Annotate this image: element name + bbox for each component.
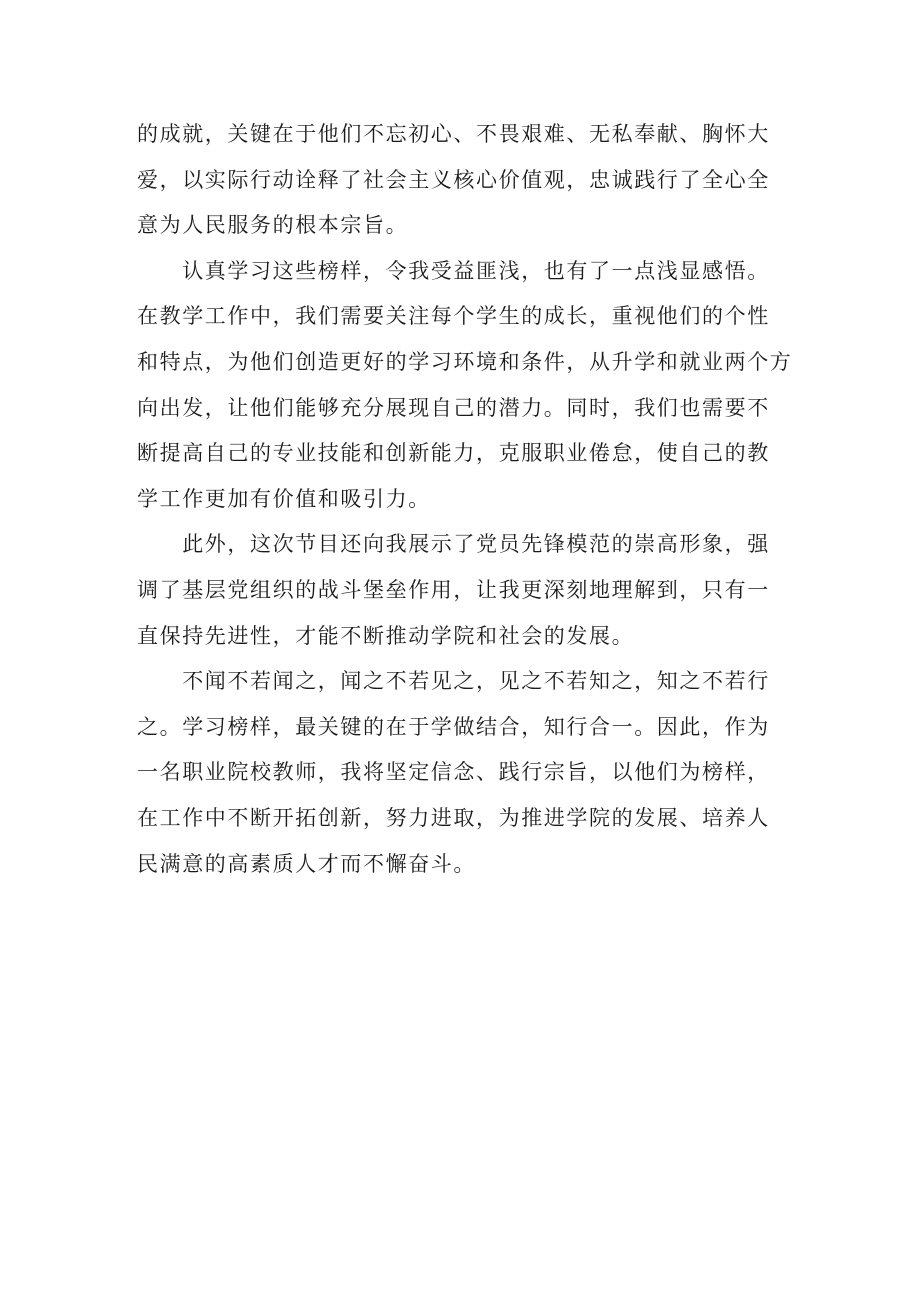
text-line: 断提高自己的专业技能和创新能力，克服职业倦怠，使自己的教 bbox=[137, 441, 770, 466]
text-line: 调了基层党组织的战斗堡垒作用，让我更深刻地理解到，只有一 bbox=[137, 577, 770, 602]
text-line: 不闻不若闻之，闻之不若见之，见之不若知之，知之不若行 bbox=[137, 669, 770, 694]
text-line: 在教学工作中，我们需要关注每个学生的成长，重视他们的个性 bbox=[137, 304, 770, 329]
text-line: 在工作中不断开拓创新，努力进取，为推进学院的发展、培养人 bbox=[137, 805, 770, 830]
text-line: 一名职业院校教师，我将坚定信念、践行宗旨，以他们为榜样， bbox=[137, 760, 770, 785]
text-line: 此外，这次节目还向我展示了党员先锋模范的崇高形象，强 bbox=[137, 532, 770, 557]
paragraph-2 bbox=[137, 249, 807, 523]
text-line: 学工作更加有价值和吸引力。 bbox=[137, 486, 431, 511]
paragraph-3 bbox=[137, 522, 807, 659]
text-line: 直保持先进性，才能不断推动学院和社会的发展。 bbox=[137, 623, 635, 648]
text-line: 的成就，关键在于他们不忘初心、不畏艰难、无私奉献、胸怀大 bbox=[137, 122, 770, 146]
text-line: 和特点，为他们创造更好的学习环境和条件，从升学和就业两个方 bbox=[137, 349, 793, 374]
paragraph-4 bbox=[137, 659, 807, 887]
text-line: 爱，以实际行动诠释了社会主义核心价值观，忠诚践行了全心全 bbox=[137, 167, 770, 192]
text-line: 意为人民服务的根本宗旨。 bbox=[137, 213, 409, 238]
text-line: 向出发，让他们能够充分展现自己的潜力。同时，我们也需要不 bbox=[137, 395, 770, 420]
text-line: 民满意的高素质人才而不懈奋斗。 bbox=[137, 851, 476, 876]
text-line: 认真学习这些榜样，令我受益匪浅，也有了一点浅显感悟。 bbox=[137, 258, 770, 283]
paragraph-1 bbox=[137, 112, 807, 249]
text-line: 之。学习榜样，最关键的在于学做结合，知行合一。因此，作为 bbox=[137, 714, 770, 739]
document-body bbox=[137, 112, 807, 887]
